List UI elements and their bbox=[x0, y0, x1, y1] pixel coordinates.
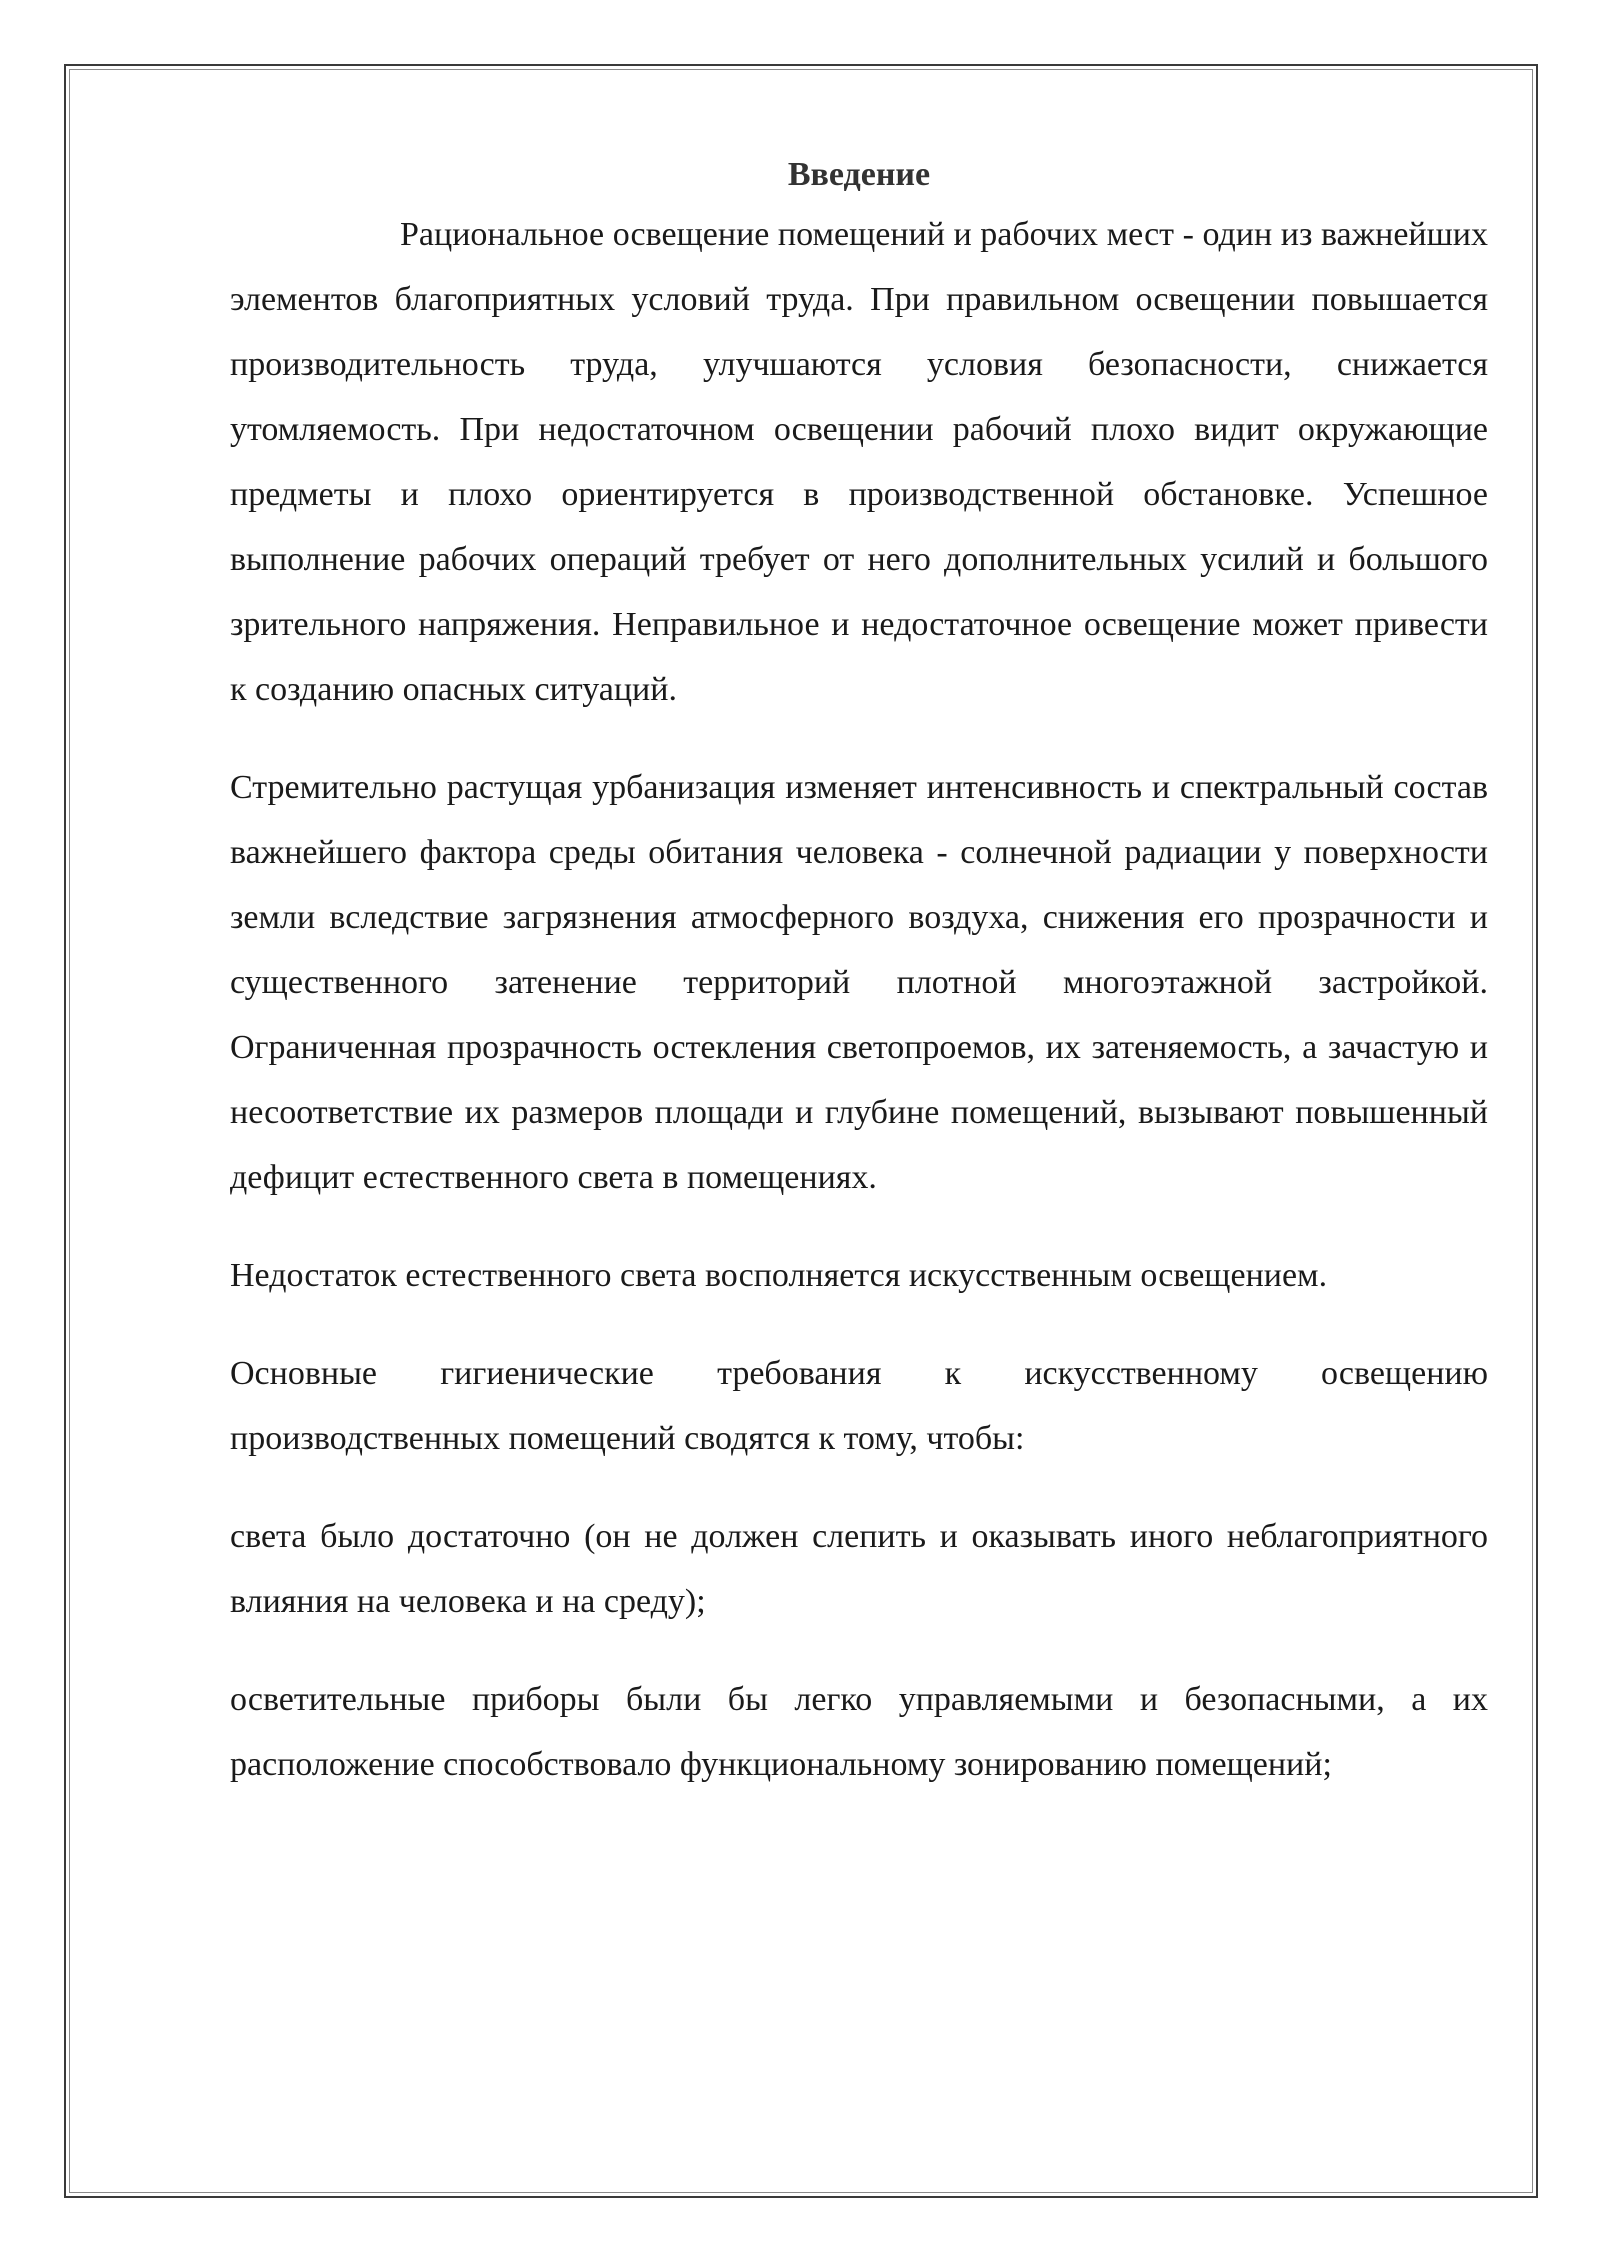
paragraph-urbanization: Стремительно растущая урбанизация изменяет интенсивность и спектральный состав важнейшего фактора среды обитания человека - солнечной радиации у поверхности земли вследствие загрязнения атмосферного воздуха, снижения его прозрачности и существенного затенение территорий плотной многоэтажной застройкой. Ограниченная прозрачность остекления светопроемов, их затеняемость, а зачастую и несоответствие их размеров площади и глубине помещений, вызывают повышенный дефицит естественного света в помещениях. bbox=[230, 769, 1488, 1196]
paragraph-requirement-1: света было достаточно (он не должен слепить и оказывать иного неблагоприятного влияния на человека и на среду); bbox=[230, 1518, 1488, 1620]
paragraph-natural-light: Недостаток естественного света восполняется искусственным освещением. bbox=[230, 1257, 1328, 1294]
document-body bbox=[230, 150, 1488, 1797]
document-title: Введение bbox=[787, 156, 931, 193]
paragraph-requirements: Основные гигиенические требования к искусственному освещению производственных помещений сводятся к тому, чтобы: bbox=[230, 1355, 1488, 1457]
paragraph-requirement-2: осветительные приборы были бы легко управляемыми и безопасными, а их расположение способствовало функциональному зонированию помещений; bbox=[230, 1681, 1488, 1783]
paragraph-intro: Рациональное освещение помещений и рабочих мест - один из важнейших элементов благоприятных условий труда. При правильном освещении повышается производительность труда, улучшаются условия безопасности, снижается утомляемость. При недостаточном освещении рабочий плохо видит окружающие предметы и плохо ориентируется в производственной обстановке. Успешное выполнение рабочих операций требует от него дополнительных усилий и большого зрительного напряжения. Неправильное и недостаточное освещение может привести к созданию опасных ситуаций. bbox=[230, 216, 1488, 708]
